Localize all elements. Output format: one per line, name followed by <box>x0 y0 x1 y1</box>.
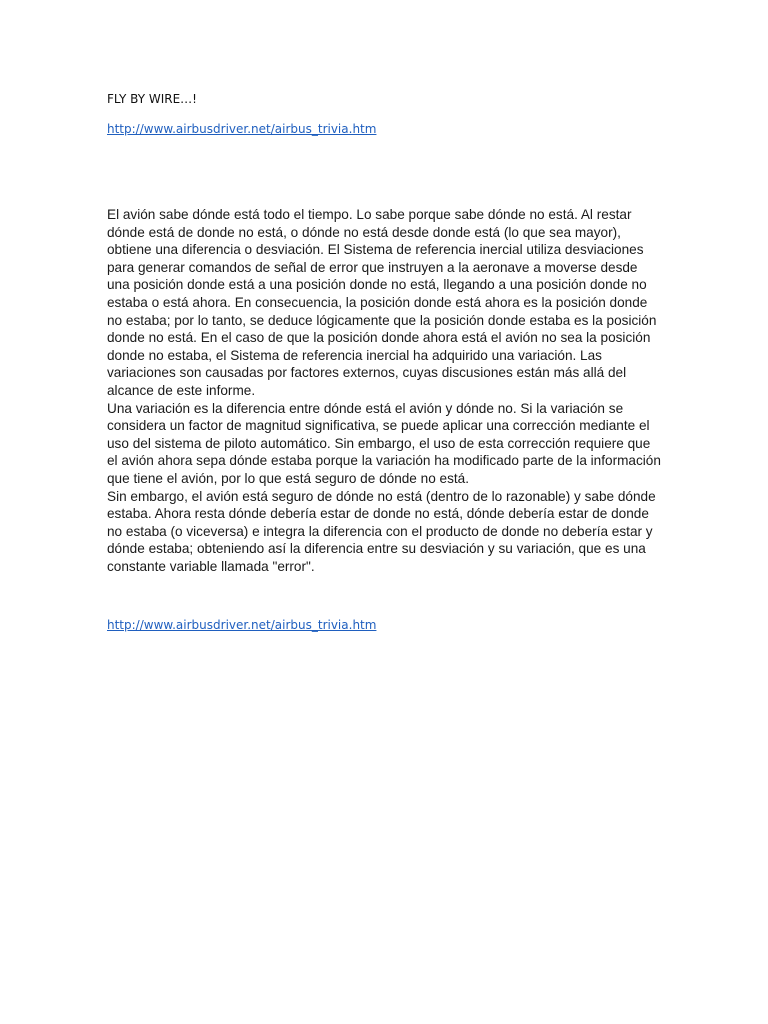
body-text <box>107 206 663 575</box>
document-title: FLY BY WIRE…! <box>107 92 197 106</box>
paragraph-3: Sin embargo, el avión está seguro de dónde no está (dentro de lo razonable) y sabe dónde estaba. Ahora resta dónde debería estar de donde no está, dónde debería estar de donde no estaba (o viceversa) e integra la diferencia con el producto de donde no debería estar y dónde estaba; obteniendo así la diferencia entre su desviación y su variación, que es una constante variable llamada "error". <box>107 488 656 574</box>
paragraph-1: El avión sabe dónde está todo el tiempo. Lo sabe porque sabe dónde no está. Al restar dónde está de donde no está, o dónde no está desde donde está (lo que sea mayor), obtiene una diferencia o desviación. El Sistema de referencia inercial utiliza desviaciones para generar comandos de señal de error que instruyen a la aeronave a moverse desde una posición donde está a una posición donde no está, llegando a una posición donde no estaba o está ahora. En consecuencia, la posición donde está ahora es la posición donde no estaba; por lo tanto, se deduce lógicamente que la posición donde estaba es la posición donde no está. En el caso de que la posición donde ahora está el avión no sea la posición donde no estaba, el Sistema de referencia inercial ha adquirido una variación. Las variaciones son causadas por factores externos, cuyas discusiones están más allá del alcance de este informe. <box>107 207 657 398</box>
source-link-top[interactable]: http://www.airbusdriver.net/airbus_trivia.htm <box>107 122 377 136</box>
paragraph-2: Una variación es la diferencia entre dónde está el avión y dónde no. Si la variación se considera un factor de magnitud significativa, se puede aplicar una corrección mediante el uso del sistema de piloto automático. Sin embargo, el uso de esta corrección requiere que el avión ahora sepa dónde estaba porque la variación ha modificado parte de la información que tiene el avión, por lo que está seguro de dónde no está. <box>107 400 661 486</box>
source-link-bottom[interactable]: http://www.airbusdriver.net/airbus_trivia.htm <box>107 618 377 632</box>
